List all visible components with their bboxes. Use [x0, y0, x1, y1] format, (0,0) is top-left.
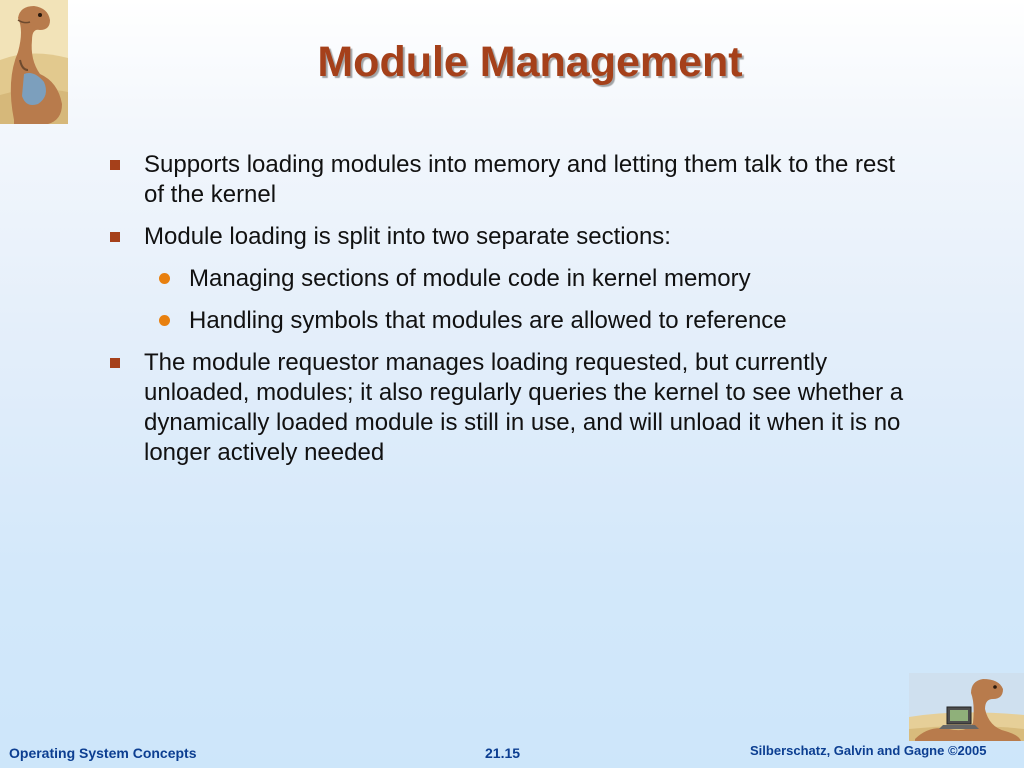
bullet-text: Managing sections of module code in kernel memory [189, 265, 751, 292]
footer-slide-number: 21.15 [485, 745, 521, 761]
bullet-text: Module loading is split into two separate sections: [144, 223, 671, 250]
bullet-item [108, 348, 908, 468]
square-bullet-icon [110, 160, 120, 170]
bullet-list [108, 150, 908, 480]
dinosaur-laptop-icon [909, 673, 1024, 741]
sub-bullet-item [108, 306, 908, 336]
bullet-item [108, 150, 908, 210]
bullet-text: The module requestor manages loading requested, but currently unloaded, modules; it also regularly queries the kernel to see whether a dynamically loaded module is still in use, and will unload it when it is no longer actively needed [144, 349, 904, 466]
bullet-text: Supports loading modules into memory and letting them talk to the rest of the kernel [144, 151, 896, 208]
slide-title: Module Management [317, 38, 743, 86]
square-bullet-icon [110, 358, 120, 368]
sub-bullet-item [108, 264, 908, 294]
round-bullet-icon [159, 315, 170, 326]
footer-copyright: Silberschatz, Galvin and Gagne ©2005 [750, 743, 987, 758]
square-bullet-icon [110, 232, 120, 242]
bullet-text: Handling symbols that modules are allowed to reference [189, 307, 787, 334]
footer-course-title: Operating System Concepts [9, 745, 197, 761]
bullet-item [108, 222, 908, 252]
round-bullet-icon [159, 273, 170, 284]
